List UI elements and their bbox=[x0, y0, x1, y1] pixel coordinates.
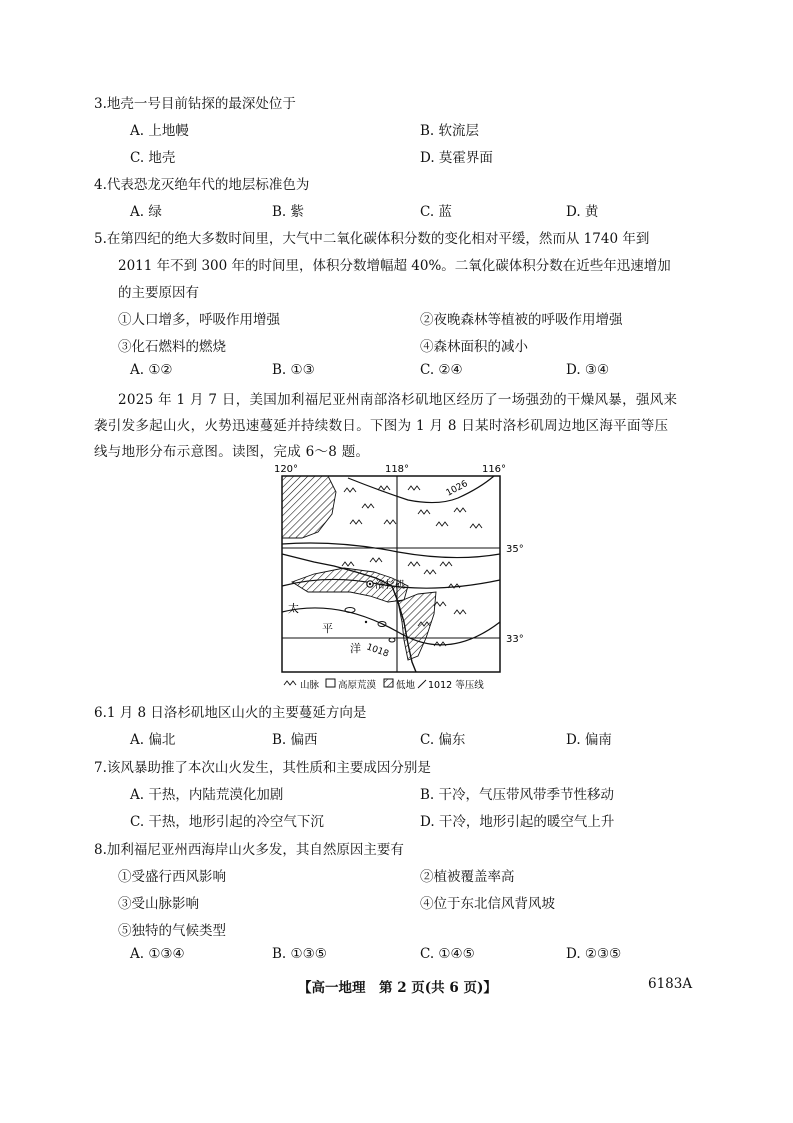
q5-option-d: D. ③④ bbox=[566, 362, 610, 378]
q5-item-3: ③化石燃料的燃烧 bbox=[118, 339, 226, 355]
question-5-stem-line2: 2011 年不到 300 年的时间里，体积分数增幅超 40%。二氧化碳体积分数在近些年迅速增加 bbox=[118, 258, 671, 274]
legend-mountain-icon bbox=[284, 681, 296, 685]
q3-option-b: B. 软流层 bbox=[420, 123, 480, 139]
la-city-label: 洛杉矶 bbox=[375, 580, 405, 591]
q8-option-a: A. ①③④ bbox=[130, 946, 185, 962]
q3-option-d: D. 莫霍界面 bbox=[420, 150, 493, 166]
q6-option-a: A. 偏北 bbox=[130, 732, 176, 748]
lat-label-35: 35° bbox=[506, 544, 524, 555]
passage-line3: 线与地形分布示意图。读图，完成 6～8 题。 bbox=[94, 444, 370, 460]
legend-lowland-label: 低地 bbox=[396, 680, 416, 691]
q7-option-a: A. 干热，内陆荒漠化加剧 bbox=[130, 787, 284, 803]
q8-item-1: ①受盛行西风影响 bbox=[118, 869, 226, 885]
legend-isobar-icon bbox=[418, 680, 426, 688]
q8-option-b: B. ①③⑤ bbox=[272, 946, 327, 962]
q3-option-c: C. 地壳 bbox=[130, 150, 176, 166]
q6-option-b: B. 偏西 bbox=[272, 732, 318, 748]
lon-label-118: 118° bbox=[384, 464, 410, 475]
page-footer-code: 6183A bbox=[648, 976, 693, 992]
lon-label-116: 116° bbox=[481, 464, 507, 475]
ocean-label-2: 平 bbox=[322, 622, 333, 635]
question-8-stem: 8.加利福尼亚州西海岸山火多发，其自然原因主要有 bbox=[94, 842, 404, 858]
island-2 bbox=[365, 621, 367, 623]
q8-item-2: ②植被覆盖率高 bbox=[420, 869, 515, 885]
question-5-stem-line3: 的主要原因有 bbox=[118, 285, 199, 301]
legend-plateau-icon bbox=[326, 679, 335, 687]
question-6-stem: 6.1 月 8 日洛杉矶地区山火的主要蔓延方向是 bbox=[94, 705, 367, 721]
q6-option-d: D. 偏南 bbox=[566, 732, 612, 748]
passage-line1: 2025 年 1 月 7 日，美国加利福尼亚州南部洛杉矶地区经历了一场强劲的干燥风暴，强风来 bbox=[118, 392, 678, 408]
legend-isobar-label: 1012 等压线 bbox=[428, 680, 484, 691]
ocean-label-3: 洋 bbox=[350, 642, 361, 655]
q8-item-4: ④位于东北信风背风坡 bbox=[420, 896, 555, 912]
q5-option-c: C. ②④ bbox=[420, 362, 463, 378]
q4-option-a: A. 绿 bbox=[130, 204, 162, 220]
lon-label-120: 120° bbox=[273, 464, 299, 475]
question-3-stem: 3.地壳一号目前钻探的最深处位于 bbox=[94, 96, 296, 112]
question-7-stem: 7.该风暴助推了本次山火发生，其性质和主要成因分别是 bbox=[94, 760, 431, 776]
q5-item-1: ①人口增多，呼吸作用增强 bbox=[118, 312, 280, 328]
q4-option-c: C. 蓝 bbox=[420, 204, 452, 220]
q8-option-c: C. ①④⑤ bbox=[420, 946, 475, 962]
q7-option-b: B. 干冷，气压带风带季节性移动 bbox=[420, 787, 615, 803]
question-4-stem: 4.代表恐龙灭绝年代的地层标准色为 bbox=[94, 177, 310, 193]
isobar-1018-label: 1018 bbox=[364, 642, 390, 660]
q3-option-a: A. 上地幔 bbox=[130, 123, 189, 139]
q5-option-b: B. ①③ bbox=[272, 362, 315, 378]
q7-option-d: D. 干冷，地形引起的暖空气上升 bbox=[420, 814, 615, 830]
question-5-stem-line1: 5.在第四纪的绝大多数时间里，大气中二氧化碳体积分数的变化相对平缓，然而从 1740 年到 bbox=[94, 231, 650, 247]
q8-option-d: D. ②③⑤ bbox=[566, 946, 622, 962]
q5-item-2: ②夜晚森林等植被的呼吸作用增强 bbox=[420, 312, 623, 328]
q5-option-a: A. ①② bbox=[130, 362, 173, 378]
legend-mountain-label: 山脉 bbox=[300, 680, 320, 691]
isobar-1026-label: 1026 bbox=[444, 479, 470, 499]
q7-option-c: C. 干热，地形引起的冷空气下沉 bbox=[130, 814, 324, 830]
passage-line2: 袭引发多起山火，火势迅速蔓延并持续数日。下图为 1 月 8 日某时洛杉矶周边地区海平面等压 bbox=[94, 418, 669, 434]
legend-plateau-label: 高原荒漠 bbox=[338, 680, 377, 691]
q8-item-5: ⑤独特的气候类型 bbox=[118, 923, 226, 939]
q5-item-4: ④森林面积的减小 bbox=[420, 339, 528, 355]
q8-item-3: ③受山脉影响 bbox=[118, 896, 199, 912]
q6-option-c: C. 偏东 bbox=[420, 732, 466, 748]
ocean-label-1: 太 bbox=[288, 602, 299, 615]
map-svg bbox=[258, 462, 524, 692]
isobar-terrain-map bbox=[258, 462, 524, 692]
lat-label-33: 33° bbox=[506, 634, 524, 645]
map-legend bbox=[284, 679, 484, 691]
la-city-dot bbox=[369, 583, 371, 585]
q4-option-d: D. 黄 bbox=[566, 204, 599, 220]
page-footer-title: 【高一地理 第 2 页(共 6 页)】 bbox=[298, 980, 497, 996]
legend-lowland-icon bbox=[384, 679, 393, 687]
q4-option-b: B. 紫 bbox=[272, 204, 305, 220]
